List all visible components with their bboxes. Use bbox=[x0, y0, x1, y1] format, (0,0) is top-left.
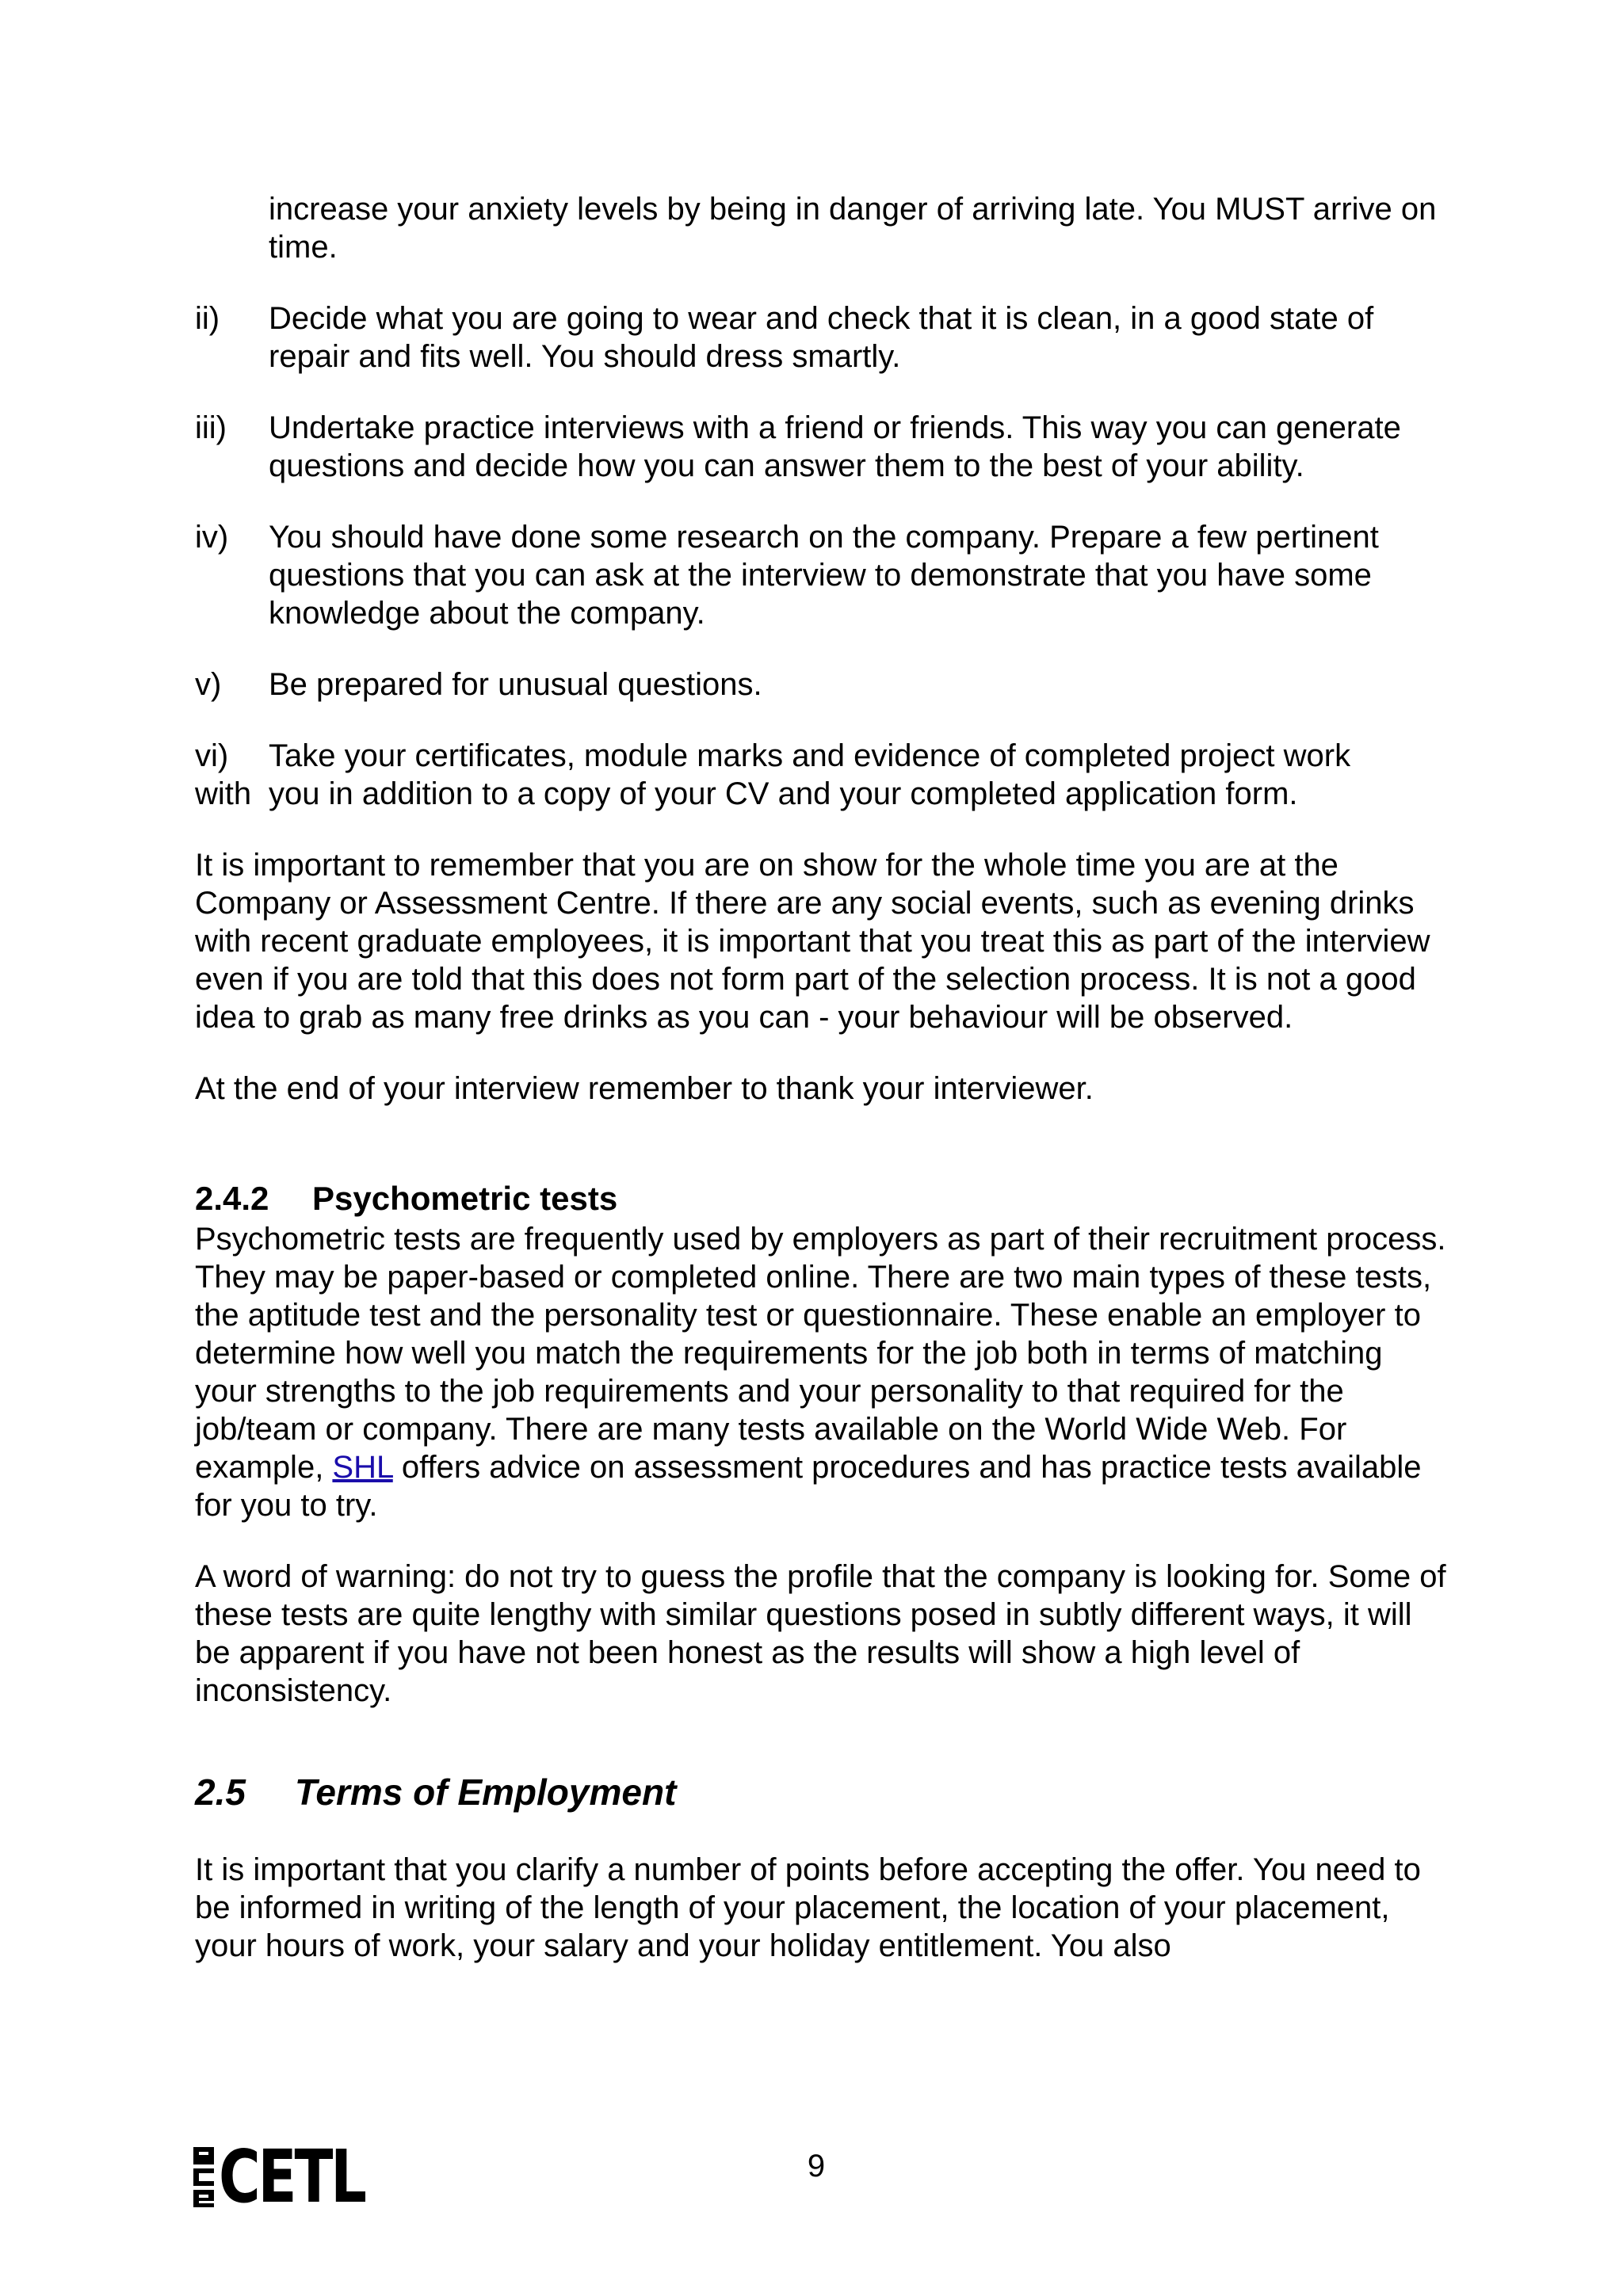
section-heading-2-4-2 bbox=[195, 1179, 1447, 1219]
paragraph-psychometric-tests bbox=[195, 1220, 1447, 1524]
list-number: iv) bbox=[195, 520, 229, 555]
list-number: ii) bbox=[195, 301, 220, 336]
engcetl-logo bbox=[193, 2134, 406, 2219]
list-number: v) bbox=[195, 667, 222, 702]
list-text: Undertake practice interviews with a friend or friends. This way you can generate questions and decide how you can answer them to the best of your ability. bbox=[269, 410, 1401, 483]
page-content bbox=[195, 190, 1447, 1998]
list-number: vi) bbox=[195, 738, 229, 773]
list-text: Decide what you are going to wear and check that it is clean, in a good state of repair and fits well. You should dress smartly. bbox=[269, 301, 1374, 374]
paragraph-thank-interviewer: At the end of your interview remember to thank your interviewer. bbox=[195, 1071, 1094, 1106]
paragraph-text: offers advice on assessment procedures and has practice tests available for you to try. bbox=[195, 1450, 1422, 1523]
list-item-vi bbox=[195, 737, 1447, 813]
page-number: 9 bbox=[807, 2149, 826, 2183]
section-heading-2-5 bbox=[195, 1770, 1447, 1814]
paragraph-on-show: It is important to remember that you are on show for the whole time you are at the Company or Assessment Centre. If there are any social events, such as evening drinks with recent graduate employees, it is important that you treat this as part of the interview even if you are told that this does not form part of the selection process. It is not a good idea to grab as many free drinks as you can - your behaviour will be observed. bbox=[195, 848, 1430, 1035]
section-number: 2.4.2 bbox=[195, 1180, 269, 1217]
list-item bbox=[195, 299, 1447, 376]
list-text: You should have done some research on the company. Prepare a few pertinent questions that you can ask at the interview to demonstrate that you have some knowledge about the company. bbox=[269, 520, 1379, 631]
shl-link[interactable]: SHL bbox=[332, 1450, 393, 1485]
section-title: Terms of Employment bbox=[295, 1772, 677, 1813]
list-text-line2: you in addition to a copy of your CV and your completed application form. bbox=[269, 776, 1298, 811]
list-item-continuation: increase your anxiety levels by being in danger of arriving late. You MUST arrive on time. bbox=[269, 192, 1437, 265]
paragraph-terms-of-employment: It is important that you clarify a number of points before accepting the offer. You need to be informed in writing of the length of your placement, the location of your placement, your hours of work, your salary and your holiday entitlement. You also bbox=[195, 1852, 1421, 1963]
cetl-logo-text: CETL bbox=[219, 2134, 365, 2219]
list-text-line1: Take your certificates, module marks and evidence of completed project work bbox=[269, 738, 1351, 773]
paragraph-text: Psychometric tests are frequently used by employers as part of their recruitment process. They may be paper-based or completed online. There are two main types of these tests, the aptitude test and the personality test or questionnaire. These enable an employer to determine how well you match the requirements for the job both in terms of matching your strengths to the job requirements and your personality to that required for the job/team or company. There are many tests available on the World Wide Web. For example, bbox=[195, 1222, 1446, 1485]
section-number: 2.5 bbox=[195, 1772, 246, 1813]
list-text: Be prepared for unusual questions. bbox=[269, 667, 762, 702]
list-text-with: with bbox=[195, 776, 252, 811]
list-item bbox=[195, 666, 1447, 704]
paragraph-word-of-warning: A word of warning: do not try to guess the profile that the company is looking for. Some of these tests are quite lengthy with similar questions posed in subtly different ways, it will be apparent if you have not been honest as the results will show a high level of inconsistency. bbox=[195, 1559, 1446, 1708]
list-item bbox=[195, 409, 1447, 485]
list-item bbox=[195, 518, 1447, 632]
section-title: Psychometric tests bbox=[312, 1180, 618, 1217]
list-number: iii) bbox=[195, 410, 227, 445]
eng-logo-icon bbox=[193, 2144, 214, 2210]
